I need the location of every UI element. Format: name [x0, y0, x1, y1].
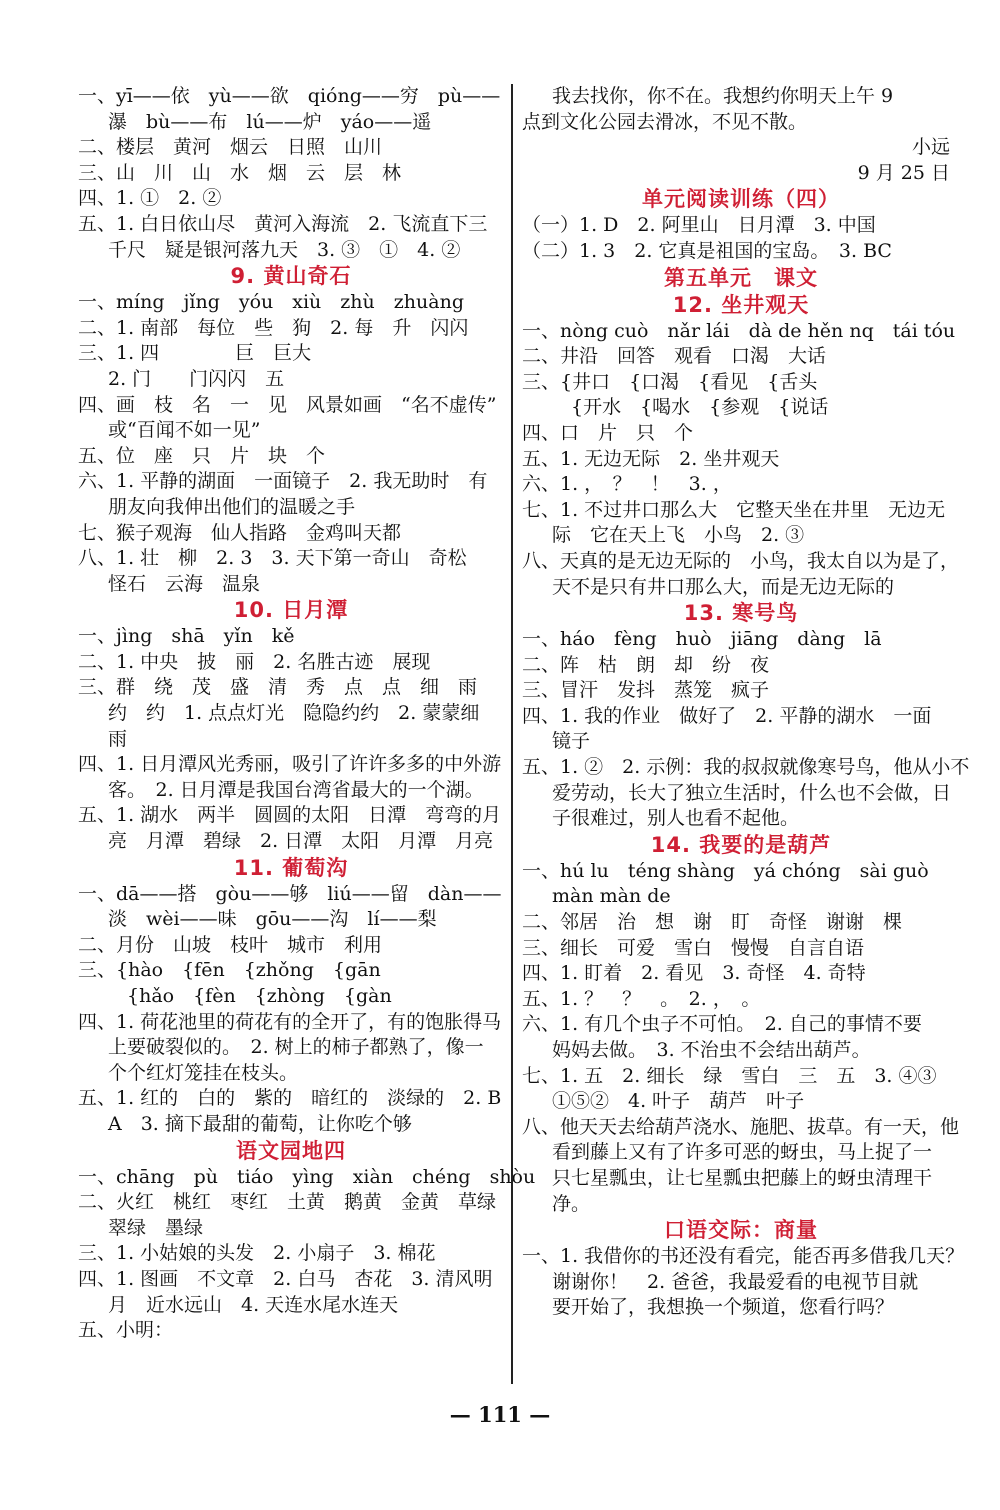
answer-line: 一、hú lu téng shàng yá chóng sài guò	[522, 859, 929, 882]
section-heading: 语文园地四	[236, 1138, 346, 1163]
answer-line: 四、1. 我的作业 做好了 2. 平静的湖水 一面	[522, 704, 932, 727]
answer-line: 二、火红 桃红 枣红 土黄 鹅黄 金黄 草绿	[78, 1191, 497, 1214]
answer-line: 三、1. 四 巨 巨大	[78, 342, 312, 365]
answer-line: 一、yī——依 yù——欲 qióng——穷 pù——	[78, 85, 501, 107]
answer-line: 三、细长 可爱 雪白 慢慢 自言自语	[522, 936, 865, 959]
answer-line: 9 月 25 日	[857, 161, 950, 184]
answer-line: 雨	[108, 727, 128, 750]
answer-line: 只七星瓢虫，让七星瓢虫把藤上的蚜虫清理干	[552, 1166, 933, 1189]
answer-line: 客。 2. 日月潭是我国台湾省最大的一个湖。	[108, 778, 484, 801]
answer-line: 子很难过，别人也看不起他。	[552, 807, 800, 830]
section-heading: 12. 坐井观天	[672, 292, 810, 317]
answer-line: 一、háo fèng huò jiāng dàng lā	[522, 628, 882, 651]
answer-line: 八、天真的是无边无际的 小鸟，我太自以为是了，	[522, 549, 960, 572]
answer-line: 小远	[911, 136, 950, 159]
answer-line: 点到文化公园去滑冰，不见不散。	[522, 110, 808, 133]
section-heading: 11. 葡萄沟	[233, 855, 349, 880]
answer-line: 二、楼层 黄河 烟云 日照 山川	[78, 136, 383, 159]
answer-line: 千尺 疑是银河落九天 3. ③ ① 4. ②	[108, 238, 461, 261]
left-column	[78, 84, 536, 1344]
column-divider	[511, 84, 513, 1384]
section-heading: 单元阅读训练（四）	[642, 187, 840, 212]
section-heading: 10. 日月潭	[233, 598, 349, 623]
answer-line: 上要破裂似的。 2. 树上的柿子都熟了，像一	[108, 1036, 484, 1059]
answer-line: 天不是只有井口那么大，而是无边无际的	[552, 575, 895, 598]
answer-line: 镜子	[552, 730, 591, 753]
answer-line: 五、1. 白日依山尽 黄河入海流 2. 飞流直下三	[78, 212, 488, 235]
section-heading: 9. 黄山奇石	[230, 264, 352, 289]
answer-line: 三、{hào {fēn {zhǒng {gān	[78, 959, 381, 982]
answer-line: A 3. 摘下最甜的葡萄，让你吃个够	[108, 1112, 412, 1135]
answer-line: 八、他天天去给葫芦浇水、施肥、拔草。有一天，他	[522, 1115, 960, 1138]
answer-line: 四、1. 日月潭风光秀丽，吸引了许许多多的中外游	[78, 753, 502, 776]
answer-line: 一、nòng cuò nǎr lái dà de hěn nq tái tóu	[522, 319, 956, 342]
answer-line: 或“百闻不如一见”	[108, 419, 261, 442]
answer-line: {开水 {喝水 {参观 {说话	[552, 396, 829, 419]
answer-line: 四、画 枝 名 一 见 风景如画 “名不虚传”	[78, 393, 497, 416]
answer-line: 一、dā——搭 gòu——够 liú——留 dàn——	[78, 882, 502, 905]
unit-heading: 第五单元 课文	[664, 265, 818, 290]
answer-line: 二、1. 中央 披 丽 2. 名胜古迹 展现	[78, 650, 431, 673]
answer-line: 五、小明：	[78, 1319, 174, 1342]
answer-line: 四、1. 盯着 2. 看见 3. 奇怪 4. 奇特	[522, 962, 866, 985]
section-heading: 13. 寒号鸟	[683, 601, 799, 626]
answer-line: 五、1. 红的 白的 紫的 暗红的 淡绿的 2. B	[78, 1087, 502, 1110]
answer-line: 二、月份 山坡 枝叶 城市 利用	[78, 933, 383, 956]
answer-line: 一、1. 我借你的书还没有看完，能否再多借我几天？	[522, 1245, 965, 1268]
answer-line: 朋友向我伸出他们的温暖之手	[108, 495, 356, 518]
answer-line: 五、1. ？ ？ 。 2. ， 。	[522, 987, 761, 1010]
answer-line: 三、{井口 {口渴 {看见 {舌头	[522, 370, 818, 393]
answer-line: 我去找你，你不在。我想约你明天上午 9	[552, 85, 894, 107]
answer-line: 五、位 座 只 片 块 个	[78, 444, 326, 467]
answer-line: 要开始了，我想换一个频道，您看行吗？	[552, 1296, 895, 1319]
answer-line: 五、1. 湖水 两半 圆圆的太阳 日潭 弯弯的月	[78, 804, 502, 827]
answer-line: 二、1. 南部 每位 些 狗 2. 每 升 闪闪	[78, 316, 469, 339]
answer-line: 看到藤上又有了许多可恶的蚜虫，马上捉了一	[552, 1141, 933, 1164]
answer-line: 四、口 片 只 个	[522, 421, 694, 444]
answer-line: 四、1. 荷花池里的荷花有的全开了，有的饱胀得马	[78, 1010, 502, 1033]
answer-line: {hǎo {fèn {zhòng {gàn	[108, 985, 392, 1007]
answer-line: 月 近水远山 4. 天连水尾水连天	[108, 1293, 399, 1316]
answer-line: 一、míng jǐng yóu xiù zhù zhuàng	[78, 291, 464, 314]
answer-line: ①⑤② 4. 叶子 葫芦 叶子	[552, 1090, 805, 1113]
answer-line: 六、1. ， ？ ！ 3. ，	[522, 473, 732, 496]
right-column	[522, 84, 970, 1321]
section-heading: 口语交际：商量	[664, 1218, 818, 1243]
answer-line: màn màn de	[552, 885, 671, 908]
answer-line: 二、井沿 回答 观看 口渴 大话	[522, 345, 827, 368]
answer-line: 一、jìng shā yǐn kě	[78, 625, 295, 648]
answer-line: 爱劳动，长大了独立生活时，什么也不会做，日	[552, 781, 952, 804]
answer-line: 八、1. 壮 柳 2. 3 3. 天下第一奇山 奇松	[78, 547, 467, 570]
answer-line: （二）1. 3 2. 它真是祖国的宝岛。 3. BC	[522, 239, 892, 262]
answer-line: 五、1. 无边无际 2. 坐井观天	[522, 447, 780, 470]
answer-line: 谢谢你！ 2. 爸爸，我最爱看的电视节目就	[552, 1270, 919, 1293]
answer-line: 净。	[552, 1192, 591, 1215]
answer-line: 际 它在天上飞 小鸟 2. ③	[552, 524, 805, 547]
answer-line: 淡 wèi——味 gōu——沟 lí——梨	[108, 908, 437, 931]
answer-line: 一、chāng pù tiáo yìng xiàn chéng shòu	[78, 1165, 536, 1188]
answer-line: 六、1. 有几个虫子不可怕。 2. 自己的事情不要	[522, 1013, 922, 1036]
answer-line: 约 约 1. 点点灯光 隐隐约约 2. 蒙蒙细	[108, 702, 480, 725]
answer-line: 瀑 bù——布 lú——炉 yáo——遥	[108, 110, 432, 133]
answer-line: 三、山 川 山 水 烟 云 层 林	[78, 161, 402, 184]
page-number: — 111 —	[449, 1402, 551, 1427]
answer-line: 三、冒汗 发抖 蒸笼 疯子	[522, 679, 770, 702]
answer-line: 五、1. ② 2. 示例：我的叔叔就像寒号鸟，他从小不	[522, 756, 970, 779]
answer-line: 翠绿 墨绿	[108, 1216, 204, 1239]
answer-line: 七、猴子观海 仙人指路 金鸡叫天都	[78, 521, 402, 544]
answer-line: 亮 月潭 碧绿 2. 日潭 太阳 月潭 月亮	[108, 830, 494, 853]
answer-line: 四、1. ① 2. ②	[78, 187, 222, 210]
answer-line: 六、1. 平静的湖面 一面镜子 2. 我无助时 有	[78, 470, 488, 493]
answer-line: 妈妈去做。 3. 不治虫不会结出葫芦。	[552, 1039, 871, 1061]
answer-line: 个个红灯笼挂在枝头。	[108, 1061, 299, 1084]
section-heading: 14. 我要的是葫芦	[650, 832, 832, 857]
answer-line: 2. 门 门闪闪 五	[108, 367, 285, 390]
answer-line: 二、阵 枯 朗 却 纷 夜	[522, 653, 770, 676]
answer-line: 三、1. 小姑娘的头发 2. 小扇子 3. 棉花	[78, 1242, 436, 1265]
answer-line: 二、邻居 治 想 谢 盯 奇怪 谢谢 棵	[522, 911, 903, 934]
answer-line: 三、群 绕 茂 盛 清 秀 点 点 细 雨	[78, 676, 478, 699]
answer-line: 七、1. 不过井口那么大 它整天坐在井里 无边无	[522, 498, 946, 521]
answer-line: （一）1. D 2. 阿里山 日月潭 3. 中国	[522, 214, 876, 237]
answer-line: 四、1. 图画 不文章 2. 白马 杏花 3. 清风明	[78, 1267, 493, 1290]
answer-line: 七、1. 五 2. 细长 绿 雪白 三 五 3. ④③	[522, 1064, 937, 1087]
answer-line: 怪石 云海 温泉	[108, 572, 261, 595]
